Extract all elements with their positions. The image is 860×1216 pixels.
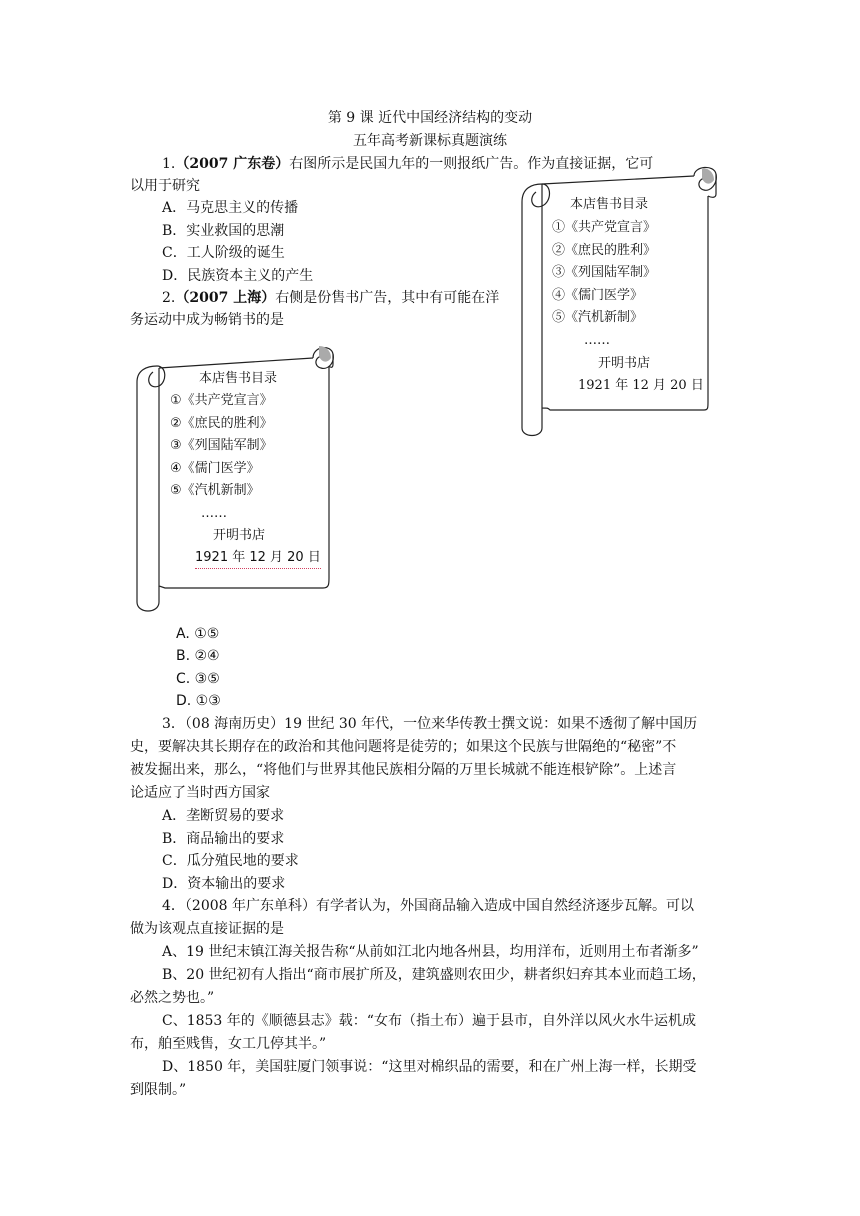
q2-stem bbox=[162, 288, 499, 308]
q1-stem-line2: 以用于研究 bbox=[130, 178, 200, 194]
q1-option-c: C．工人阶级的诞生 bbox=[162, 245, 285, 261]
q4-line-2: 做为该观点直接证据的是 bbox=[130, 921, 284, 937]
q3-line-2: 史，要解决其长期存在的政治和其他问题将是徒劳的；如果这个民族与世隔绝的“秘密”不 bbox=[130, 739, 677, 755]
q2-stem-line2: 务运动中成为畅销书的是 bbox=[130, 312, 284, 328]
q2-option-a: A. ①⑤ bbox=[176, 626, 220, 642]
q3-option-a: A．垄断贸易的要求 bbox=[162, 808, 285, 824]
q1-option-d: D．民族资本主义的产生 bbox=[162, 268, 314, 284]
page-title: 第 9 课 近代中国经济结构的变动 bbox=[327, 110, 533, 126]
scroll-right-item-3: ③《列国陆军制》 bbox=[552, 265, 657, 280]
page-subtitle: 五年高考新课标真题演练 bbox=[353, 133, 507, 149]
scroll-left-heading: 本店售书目录 bbox=[199, 371, 278, 386]
scroll-right-item-1: ①《共产党宣言》 bbox=[552, 220, 657, 235]
scroll-right-date: 1921 年 12 月 20 日 bbox=[578, 378, 704, 393]
scroll-left-shop: 开明书店 bbox=[213, 528, 266, 543]
scroll-left-item-5: ⑤《汽机新制》 bbox=[170, 483, 260, 498]
scroll-right-ellipsis: …… bbox=[584, 333, 610, 348]
q3-option-c: C．瓜分殖民地的要求 bbox=[162, 853, 299, 869]
scroll-left-item-2: ②《庶民的胜利》 bbox=[170, 416, 273, 431]
q4-option-d: D、1850 年，美国驻厦门领事说：“这里对棉织品的需要，和在广州上海一样，长期受 bbox=[162, 1059, 697, 1075]
scroll-right-item-4: ④《儒门医学》 bbox=[552, 288, 644, 303]
q2-option-b: B. ②④ bbox=[176, 648, 220, 664]
q2-option-d: D. ①③ bbox=[176, 693, 221, 709]
scroll-advertisement-right bbox=[518, 162, 718, 438]
q3-option-b: B．商品输出的要求 bbox=[162, 831, 285, 847]
scroll-right-item-5: ⑤《汽机新制》 bbox=[552, 310, 644, 325]
q4-option-b-cont: 必然之势也。” bbox=[130, 990, 215, 1006]
q1-option-b: B．实业救国的思潮 bbox=[162, 223, 285, 239]
scroll-left-item-3: ③《列国陆军制》 bbox=[170, 438, 273, 453]
scroll-left-item-1: ①《共产党宣言》 bbox=[170, 393, 273, 408]
scroll-right-heading: 本店售书目录 bbox=[570, 197, 649, 212]
scroll-right-shop: 开明书店 bbox=[598, 356, 651, 371]
q4-option-b: B、20 世纪初有人指出“商市展扩所及，建筑盛则农田少，耕者织妇弃其本业而趋工场， bbox=[162, 967, 706, 983]
q1-stem-line1: 右图所示是民国九年的一则报纸广告。作为直接证据，它可 bbox=[289, 156, 654, 172]
q3-line-1: 3．（08 海南历史）19 世纪 30 年代，一位来华传教士撰文说：如果不透彻了解中国历 bbox=[162, 716, 698, 732]
scroll-left-ellipsis: …… bbox=[201, 506, 227, 521]
q3-line-3: 被发掘出来，那么，“将他们与世界其他民族相分隔的万里长城就不能连根铲除”。上述言 bbox=[130, 762, 677, 778]
scroll-left-date: 1921 年 12 月 20 日 bbox=[195, 548, 321, 569]
q4-option-c-cont: 布，舶至贱售，女工几停其半。” bbox=[130, 1036, 327, 1052]
q3-line-4: 论适应了当时西方国家 bbox=[130, 785, 270, 801]
q4-line-1: 4．（2008 年广东单科）有学者认为，外国商品输入造成中国自然经济逐步瓦解。可以 bbox=[162, 898, 694, 914]
q4-option-a: A、19 世纪末镇江海关报告称“从前如江北内地各州县，均用洋布，近则用土布者渐多” bbox=[162, 944, 699, 960]
q4-option-c: C、1853 年的《顺德县志》载：“女布（指土布）遍于县市，自外洋以风火水牛运机成 bbox=[162, 1013, 696, 1029]
q2-stem-line1: 右侧是份售书广告，其中有可能在洋 bbox=[275, 290, 500, 306]
scroll-left-item-4: ④《儒门医学》 bbox=[170, 461, 260, 476]
q2-option-c: C. ③⑤ bbox=[176, 671, 220, 687]
q2-number: 2. bbox=[162, 290, 176, 306]
scroll-right-item-2: ②《庶民的胜利》 bbox=[552, 243, 657, 258]
q3-option-d: D．资本输出的要求 bbox=[162, 876, 286, 892]
q4-option-d-cont: 到限制。” bbox=[130, 1082, 187, 1098]
q1-number: 1. bbox=[162, 156, 176, 172]
q1-option-a: A．马克思主义的传播 bbox=[162, 200, 299, 216]
q1-source: （2007 广东卷） bbox=[175, 156, 290, 172]
scroll-advertisement-left bbox=[133, 336, 335, 614]
q2-source: （2007 上海） bbox=[175, 290, 276, 306]
